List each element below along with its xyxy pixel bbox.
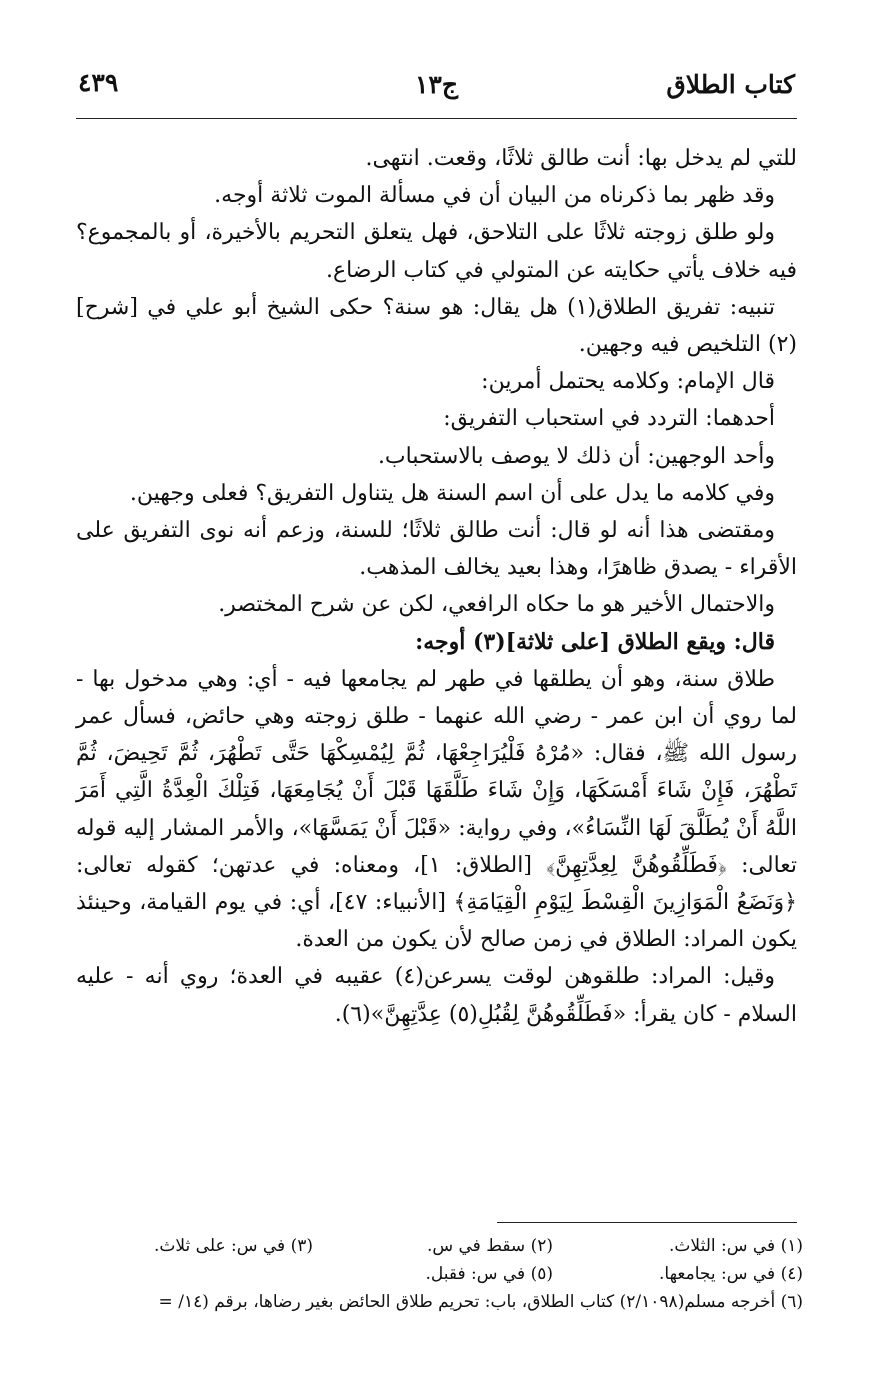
page-header (78, 70, 795, 106)
footnotes (40, 1232, 803, 1316)
footnote-3: (٣) في س: على ثلاث. (153, 1236, 313, 1256)
text-paragraph: وفي كلامه ما يدل على أن اسم السنة هل يتناول التفريق؟ فعلى وجهين. (129, 480, 775, 506)
footnote-1: (١) في س: الثلاث. (669, 1236, 803, 1256)
text-paragraph: وقد ظهر بما ذكرناه من البيان أن في مسألة الموت ثلاثة أوجه. (214, 183, 775, 209)
footnote-5: (٥) في س: فقبل. (425, 1264, 553, 1284)
page-number: ٤٣٩ (78, 68, 119, 97)
main-text (76, 140, 797, 1033)
text-paragraph: وأحد الوجهين: أن ذلك لا يوصف بالاستحباب. (377, 443, 775, 469)
volume-number: ج١٣ (415, 70, 458, 99)
footnote-row (40, 1288, 803, 1316)
text-paragraph: ومقتضى هذا أنه لو قال: أنت طالق ثلاثًا؛ للسنة، وزعم أنه نوى التفريق على الأقراء - يصدق ظاهرًا، وهذا بعيد يخالف المذهب. (76, 518, 797, 581)
text-paragraph: للتي لم يدخل بها: أنت طالق ثلاثًا، وقعت. انتهى. (365, 146, 797, 171)
section-heading: قال: ويقع الطلاق [على ثلاثة](٣) أوجه: (415, 628, 775, 655)
text-paragraph: تنبيه: تفريق الطلاق(١) هل يقال: هو سنة؟ حكى الشيخ أبو علي في [شرح](٢) التلخيص فيه وجهين. (76, 294, 797, 358)
header-rule (76, 118, 797, 119)
book-title: كتاب الطلاق (666, 70, 795, 99)
footnote-4: (٤) في س: يجامعها. (658, 1264, 803, 1284)
footnote-6: (٦) أخرجه مسلم(٢/١٠٩٨) كتاب الطلاق، باب: تحريم طلاق الحائض بغير رضاها، برقم (١٤/ = (158, 1292, 803, 1312)
text-paragraph: أحدهما: التردد في استحباب التفريق: (443, 406, 775, 432)
text-paragraph: ولو طلق زوجته ثلاثًا على التلاحق، فهل يتعلق التحريم بالأخيرة، أو بالمجموع؟ فيه خلاف يأتي حكايته عن المتولي في كتاب الرضاع. (76, 220, 797, 283)
footnote-separator (497, 1222, 797, 1223)
text-paragraph: وقيل: المراد: طلقوهن لوقت يسرعن(٤) عقيبه في العدة؛ روي أنه - عليه السلام - كان يقرأ: «فَطَلِّقُوهُنَّ لِقُبُلِ(٥) عِدَّتِهِنَّ»(٦). (76, 964, 797, 1027)
footnote-2: (٢) سقط في س. (426, 1236, 553, 1256)
text-paragraph: طلاق سنة، وهو أن يطلقها في طهر لم يجامعها فيه - أي: وهي مدخول بها - لما روي أن ابن عمر - رضي الله عنهما - طلق زوجته وهي حائض، فسأل عمر رسول الله ﷺ، فقال: «مُرْهُ فَلْيُرَاجِعْهَا، ثُمَّ لِيُمْسِكْهَا حَتَّى تَطْهُرَ، ثُمَّ تَحِيضَ، ثُمَّ تَطْهُرَ، فَإِنْ شَاءَ أَمْسَكَهَا، وَإِنْ شَاءَ طَلَّقَهَا قَبْلَ أَنْ يُجَامِعَهَا، فَتِلْكَ الْعِدَّةُ الَّتِي أَمَرَ اللَّهُ أَنْ يُطَلَّقَ لَهَا النِّسَاءُ»، وفي رواية: «قَبْلَ أَنْ يَمَسَّهَا»، والأمر المشار إليه قوله تعالى: ﴿فَطَلِّقُوهُنَّ لِعِدَّتِهِنَّ﴾ [الطلاق: ١]، ومعناه: في عدتهن؛ كقوله تعالى: ﴿وَنَضَعُ الْمَوَازِينَ الْقِسْطَ لِيَوْمِ الْقِيَامَةِ﴾ [الأنبياء: ٤٧]، أي: في يوم القيامة، وحينئذ يكون المراد: الطلاق في زمن صالح لأن يكون من العدة. (76, 666, 798, 953)
text-paragraph: والاحتمال الأخير هو ما حكاه الرافعي، لكن عن شرح المختصر. (218, 592, 775, 618)
text-paragraph: قال الإمام: وكلامه يحتمل أمرين: (481, 369, 775, 395)
footnote-row (40, 1260, 803, 1288)
footnote-row (40, 1232, 803, 1260)
